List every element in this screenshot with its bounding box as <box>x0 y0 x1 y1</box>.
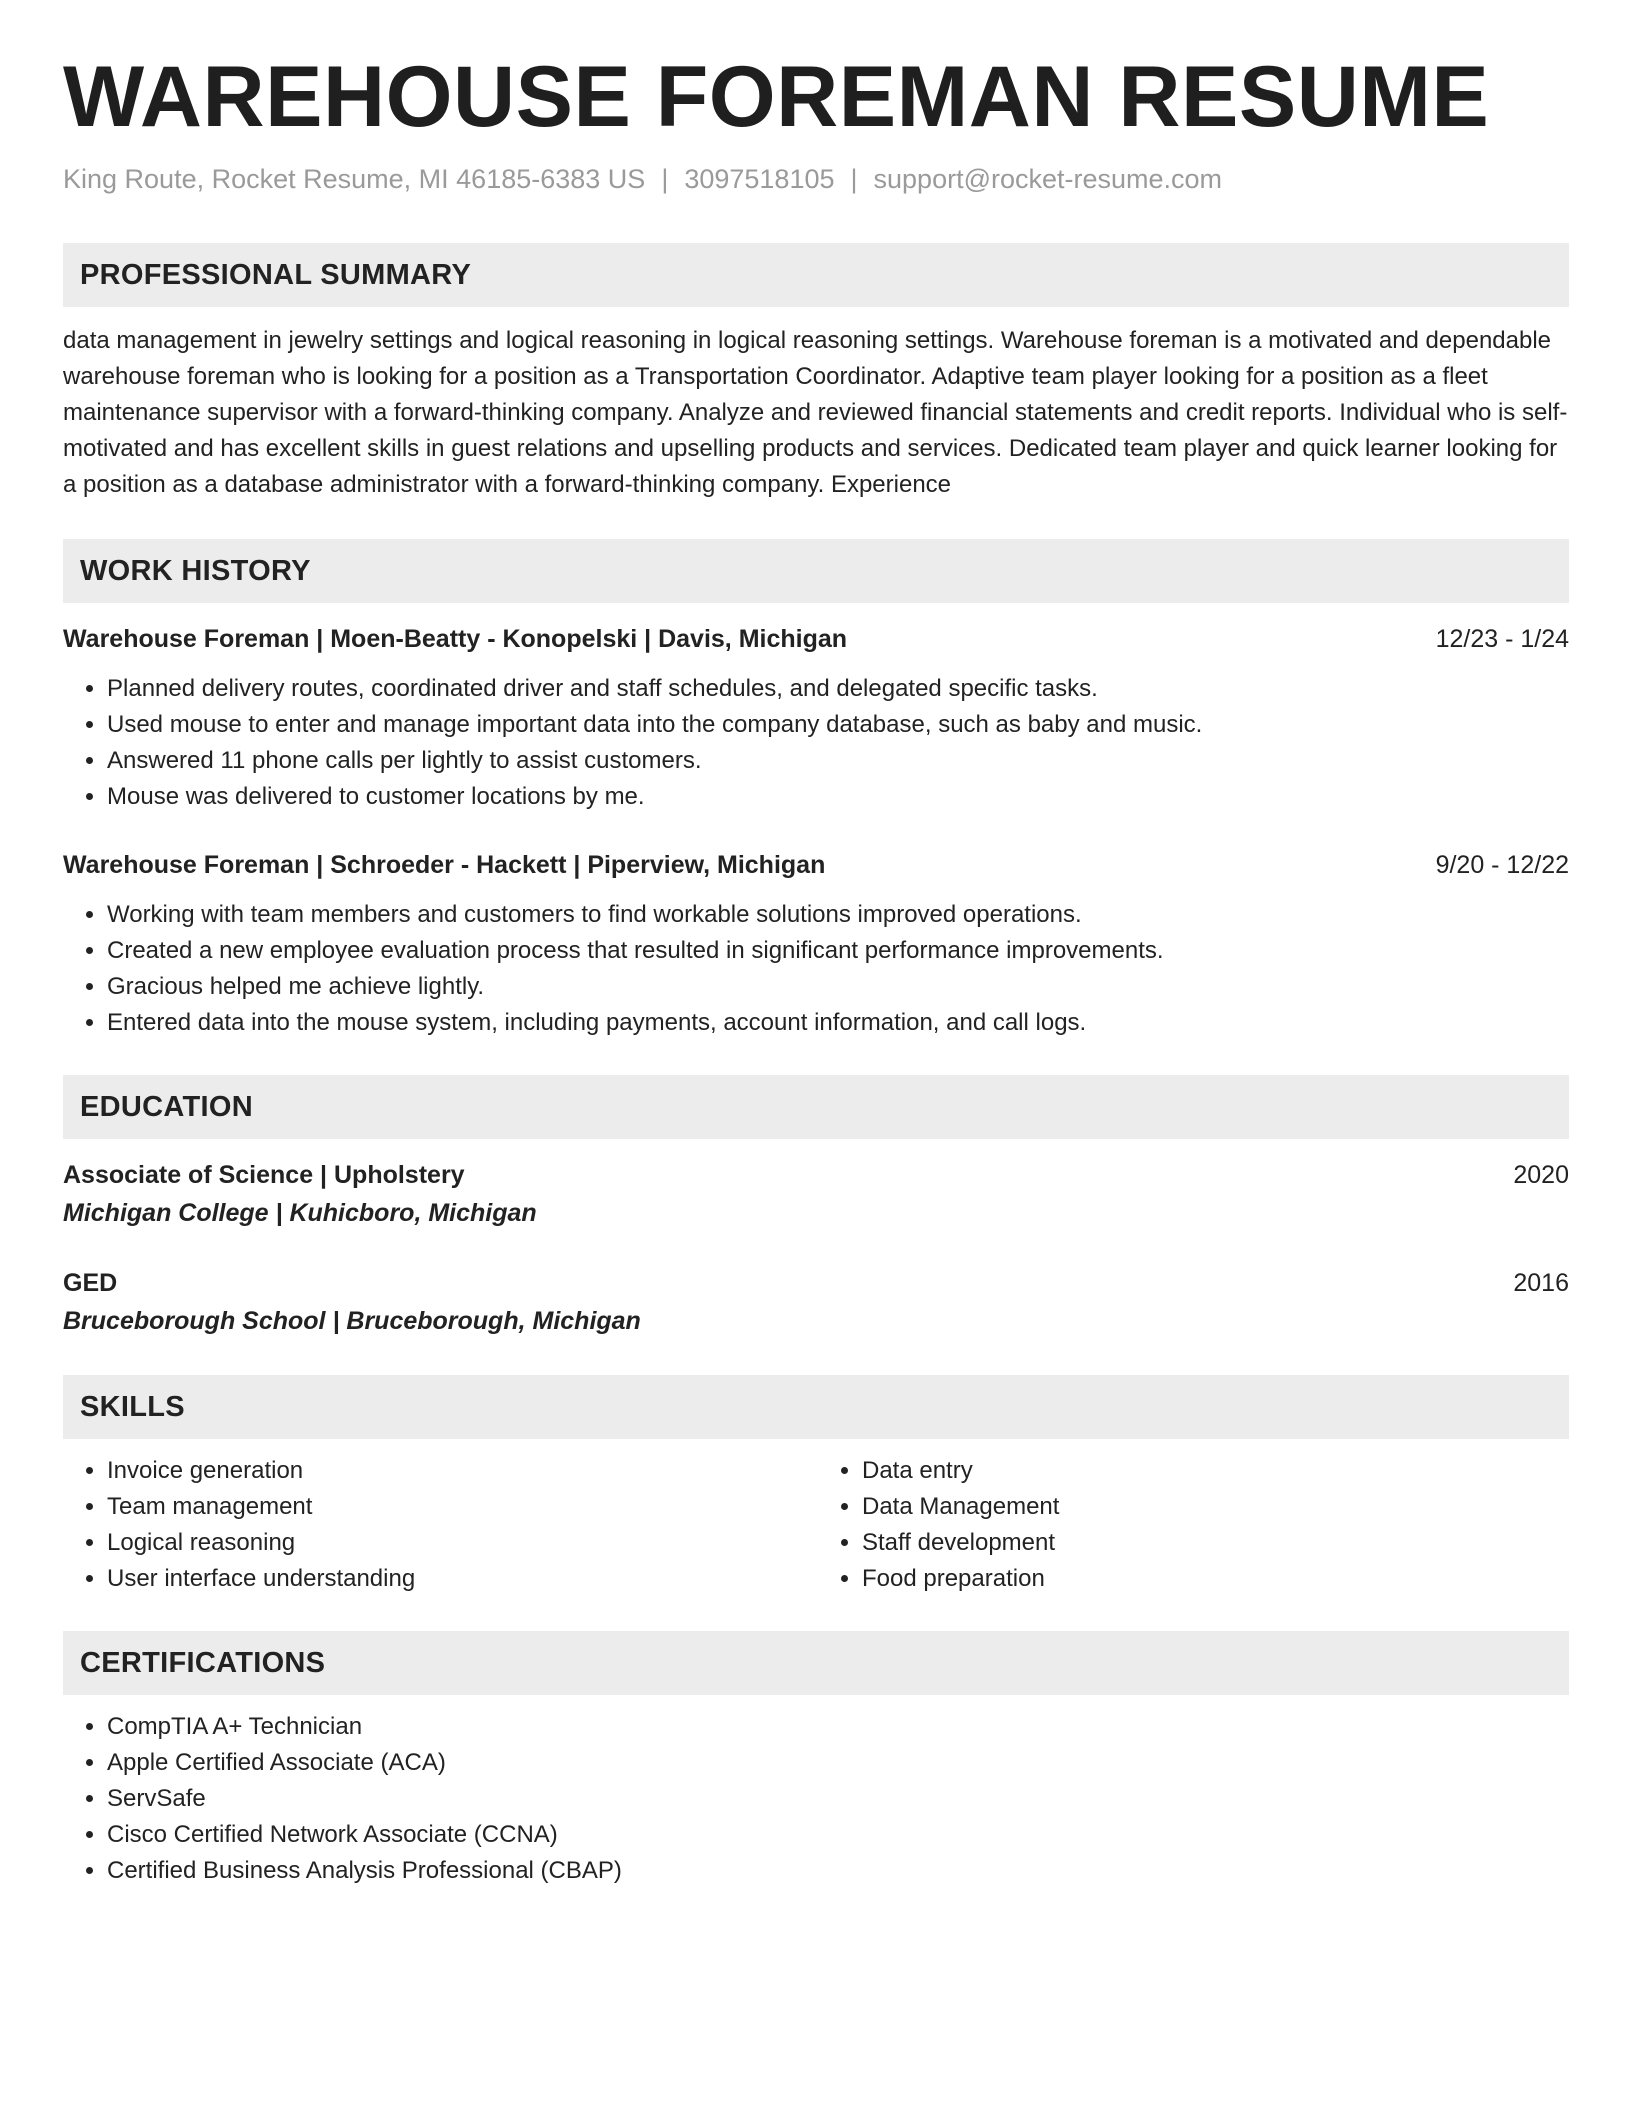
section-header-skills: SKILLS <box>63 1375 1569 1439</box>
job-bullet: • Entered data into the mouse system, including payments, account information, and call logs. <box>107 1005 1569 1041</box>
education-entry <box>63 1265 1569 1341</box>
certification-item: • Certified Business Analysis Professional (CBAP) <box>107 1853 1569 1889</box>
education-school: Michigan College | Kuhicboro, Michigan <box>63 1199 537 1228</box>
education-degree: Associate of Science | Upholstery <box>63 1161 465 1190</box>
skills-column <box>814 1453 1569 1597</box>
certification-item: • Apple Certified Associate (ACA) <box>107 1745 1569 1781</box>
job-bullets <box>63 671 1569 815</box>
section-header-certifications: CERTIFICATIONS <box>63 1631 1569 1695</box>
summary-text: data management in jewelry settings and logical reasoning in logical reasoning settings. Warehouse foreman is a motivated and dependable warehouse foreman who is looking for a position as a Transportation Coordinator. Adaptive team player looking for a position as a fleet maintenance supervisor with a forward-thinking company. Analyze and reviewed financial statements and credit reports. Individual who is self-motivated and has excellent skills in guest relations and upselling products and services. Dedicated team player and quick learner looking for a position as a database administrator with a forward-thinking company. Experience <box>63 327 1568 499</box>
contact-address: King Route, Rocket Resume, MI 46185-6383 US <box>63 164 646 195</box>
skill-item: • Staff development <box>862 1525 1569 1561</box>
contact-line <box>63 164 1569 195</box>
job-bullet: • Mouse was delivered to customer locations by me. <box>107 779 1569 815</box>
job-header <box>63 621 1569 657</box>
skill-item: • User interface understanding <box>107 1561 814 1597</box>
certifications-list <box>63 1709 1569 1889</box>
certification-item: • ServSafe <box>107 1781 1569 1817</box>
job-dates: 9/20 - 12/22 <box>1435 851 1569 880</box>
education-year: 2016 <box>1513 1269 1569 1298</box>
job-entry <box>63 847 1569 1041</box>
contact-separator: | <box>850 164 858 195</box>
education-header <box>63 1265 1569 1301</box>
contact-phone: 3097518105 <box>684 164 835 195</box>
job-entry <box>63 621 1569 815</box>
job-bullets <box>63 897 1569 1041</box>
education-year: 2020 <box>1513 1161 1569 1190</box>
skill-item: • Logical reasoning <box>107 1525 814 1561</box>
contact-separator: | <box>661 164 669 195</box>
job-bullet: • Used mouse to enter and manage important data into the company database, such as baby and music. <box>107 707 1569 743</box>
skill-item: • Team management <box>107 1489 814 1525</box>
contact-email: support@rocket-resume.com <box>873 164 1223 195</box>
education-entry <box>63 1157 1569 1233</box>
job-header <box>63 847 1569 883</box>
certification-item: • Cisco Certified Network Associate (CCNA) <box>107 1817 1569 1853</box>
skills-grid <box>63 1453 1569 1597</box>
section-header-summary: PROFESSIONAL SUMMARY <box>63 243 1569 307</box>
education-school: Bruceborough School | Bruceborough, Michigan <box>63 1307 641 1336</box>
education-degree: GED <box>63 1269 118 1298</box>
job-bullet: • Created a new employee evaluation process that resulted in significant performance improvements. <box>107 933 1569 969</box>
section-header-work-history: WORK HISTORY <box>63 539 1569 603</box>
job-bullet: • Working with team members and customers to find workable solutions improved operations. <box>107 897 1569 933</box>
job-bullet: • Gracious helped me achieve lightly. <box>107 969 1569 1005</box>
skill-item: • Data Management <box>862 1489 1569 1525</box>
section-header-education: EDUCATION <box>63 1075 1569 1139</box>
certification-item: • CompTIA A+ Technician <box>107 1709 1569 1745</box>
resume-title: WAREHOUSE FOREMAN RESUME <box>63 49 1490 145</box>
skill-item: • Food preparation <box>862 1561 1569 1597</box>
job-bullet: • Planned delivery routes, coordinated driver and staff schedules, and delegated specific tasks. <box>107 671 1569 707</box>
skills-column <box>63 1453 814 1597</box>
education-header <box>63 1157 1569 1193</box>
job-bullet: • Answered 11 phone calls per lightly to assist customers. <box>107 743 1569 779</box>
job-dates: 12/23 - 1/24 <box>1435 625 1569 654</box>
skill-item: • Data entry <box>862 1453 1569 1489</box>
skill-item: • Invoice generation <box>107 1453 814 1489</box>
job-title: Warehouse Foreman | Schroeder - Hackett | Piperview, Michigan <box>63 851 826 880</box>
job-title: Warehouse Foreman | Moen-Beatty - Konopelski | Davis, Michigan <box>63 625 848 654</box>
